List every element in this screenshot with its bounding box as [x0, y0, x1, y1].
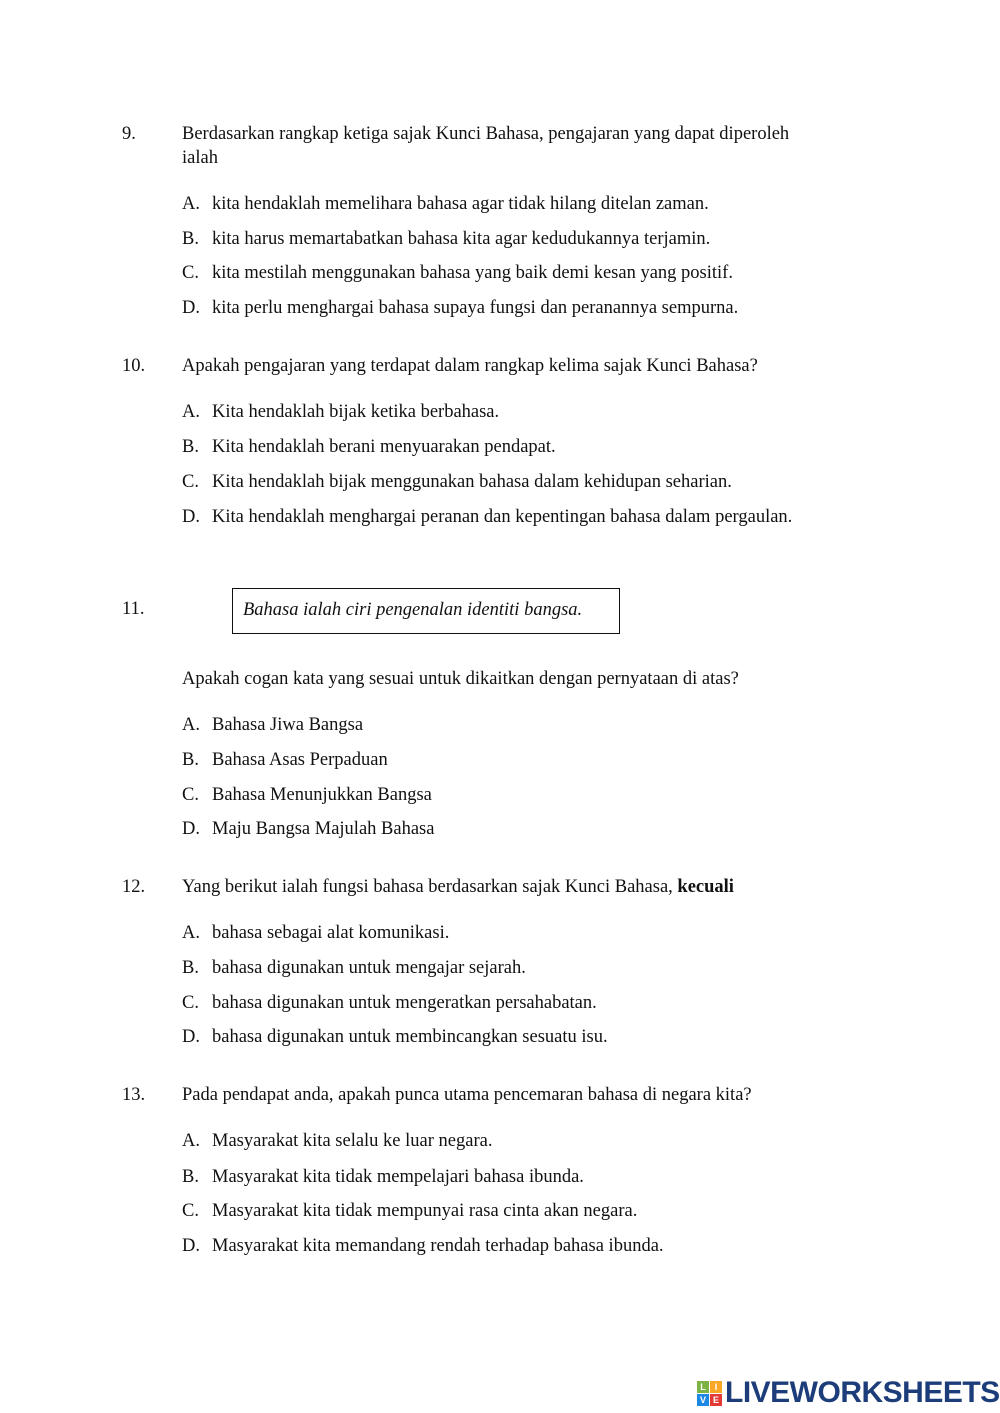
- option-text[interactable]: Bahasa Menunjukkan Bangsa: [212, 785, 432, 805]
- option-text[interactable]: kita perlu menghargai bahasa supaya fungsi dan peranannya sempurna.: [212, 298, 739, 318]
- option-letter[interactable]: C.: [182, 263, 199, 283]
- option-letter[interactable]: D.: [182, 1236, 200, 1256]
- option-letter[interactable]: D.: [182, 819, 200, 839]
- option-text[interactable]: bahasa sebagai alat komunikasi.: [212, 923, 450, 943]
- option-letter[interactable]: A.: [182, 1131, 200, 1151]
- statement-text: Bahasa ialah ciri pengenalan identiti bangsa.: [243, 600, 583, 620]
- option-text[interactable]: Masyarakat kita tidak mempunyai rasa cinta akan negara.: [212, 1201, 638, 1221]
- option-text[interactable]: Masyarakat kita tidak mempelajari bahasa ibunda.: [212, 1167, 584, 1187]
- option-text[interactable]: Masyarakat kita selalu ke luar negara.: [212, 1131, 493, 1151]
- question-text: Pada pendapat anda, apakah punca utama pencemaran bahasa di negara kita?: [182, 1085, 752, 1105]
- question-number: 13.: [122, 1085, 146, 1105]
- option-letter[interactable]: C.: [182, 1201, 199, 1221]
- option-text[interactable]: Kita hendaklah bijak menggunakan bahasa dalam kehidupan seharian.: [212, 472, 732, 492]
- question-number: 11.: [122, 599, 145, 619]
- question-text: Berdasarkan rangkap ketiga sajak Kunci Bahasa, pengajaran yang dapat diperoleh: [182, 124, 790, 144]
- option-letter[interactable]: A.: [182, 923, 200, 943]
- option-letter[interactable]: D.: [182, 298, 200, 318]
- option-text[interactable]: bahasa digunakan untuk mengeratkan persahabatan.: [212, 993, 597, 1013]
- question-text: Apakah cogan kata yang sesuai untuk dikaitkan dengan pernyataan di atas?: [182, 669, 739, 689]
- option-letter[interactable]: D.: [182, 507, 200, 527]
- option-letter[interactable]: B.: [182, 958, 199, 978]
- option-letter[interactable]: B.: [182, 229, 199, 249]
- liveworksheets-logo: [697, 1378, 1000, 1408]
- question-text: Apakah pengajaran yang terdapat dalam rangkap kelima sajak Kunci Bahasa?: [182, 356, 758, 376]
- option-text[interactable]: Maju Bangsa Majulah Bahasa: [212, 819, 435, 839]
- option-letter[interactable]: D.: [182, 1027, 200, 1047]
- option-letter[interactable]: A.: [182, 402, 200, 422]
- option-text[interactable]: kita mestilah menggunakan bahasa yang baik demi kesan yang positif.: [212, 263, 733, 283]
- question-text: ialah: [182, 148, 218, 168]
- option-text[interactable]: Kita hendaklah menghargai peranan dan kepentingan bahasa dalam pergaulan.: [212, 507, 793, 527]
- logo-cubes-icon: L I V E: [697, 1381, 722, 1406]
- option-letter[interactable]: B.: [182, 750, 199, 770]
- option-text[interactable]: Bahasa Jiwa Bangsa: [212, 715, 364, 735]
- option-text[interactable]: kita hendaklah memelihara bahasa agar tidak hilang ditelan zaman.: [212, 194, 709, 214]
- option-letter[interactable]: C.: [182, 993, 199, 1013]
- option-letter[interactable]: B.: [182, 437, 199, 457]
- question-text: [182, 876, 734, 898]
- emphasis-word: kecuali: [677, 877, 734, 897]
- option-text[interactable]: Bahasa Asas Perpaduan: [212, 750, 388, 770]
- option-text[interactable]: bahasa digunakan untuk membincangkan sesuatu isu.: [212, 1027, 608, 1047]
- option-text[interactable]: Kita hendaklah bijak ketika berbahasa.: [212, 402, 500, 422]
- logo-text: LIVEWORKSHEETS: [725, 1376, 1000, 1409]
- option-letter[interactable]: B.: [182, 1167, 199, 1187]
- question-text-main: Yang berikut ialah fungsi bahasa berdasarkan sajak Kunci Bahasa,: [182, 877, 673, 897]
- option-text[interactable]: bahasa digunakan untuk mengajar sejarah.: [212, 958, 526, 978]
- option-letter[interactable]: A.: [182, 194, 200, 214]
- option-text[interactable]: kita harus memartabatkan bahasa kita agar kedudukannya terjamin.: [212, 229, 711, 249]
- question-number: 12.: [122, 877, 146, 897]
- statement-box: [232, 588, 620, 634]
- option-text[interactable]: Kita hendaklah berani menyuarakan pendapat.: [212, 437, 556, 457]
- option-letter[interactable]: C.: [182, 472, 199, 492]
- question-number: 9.: [122, 124, 136, 144]
- option-letter[interactable]: A.: [182, 715, 200, 735]
- question-number: 10.: [122, 356, 146, 376]
- option-letter[interactable]: C.: [182, 785, 199, 805]
- option-text[interactable]: Masyarakat kita memandang rendah terhadap bahasa ibunda.: [212, 1236, 664, 1256]
